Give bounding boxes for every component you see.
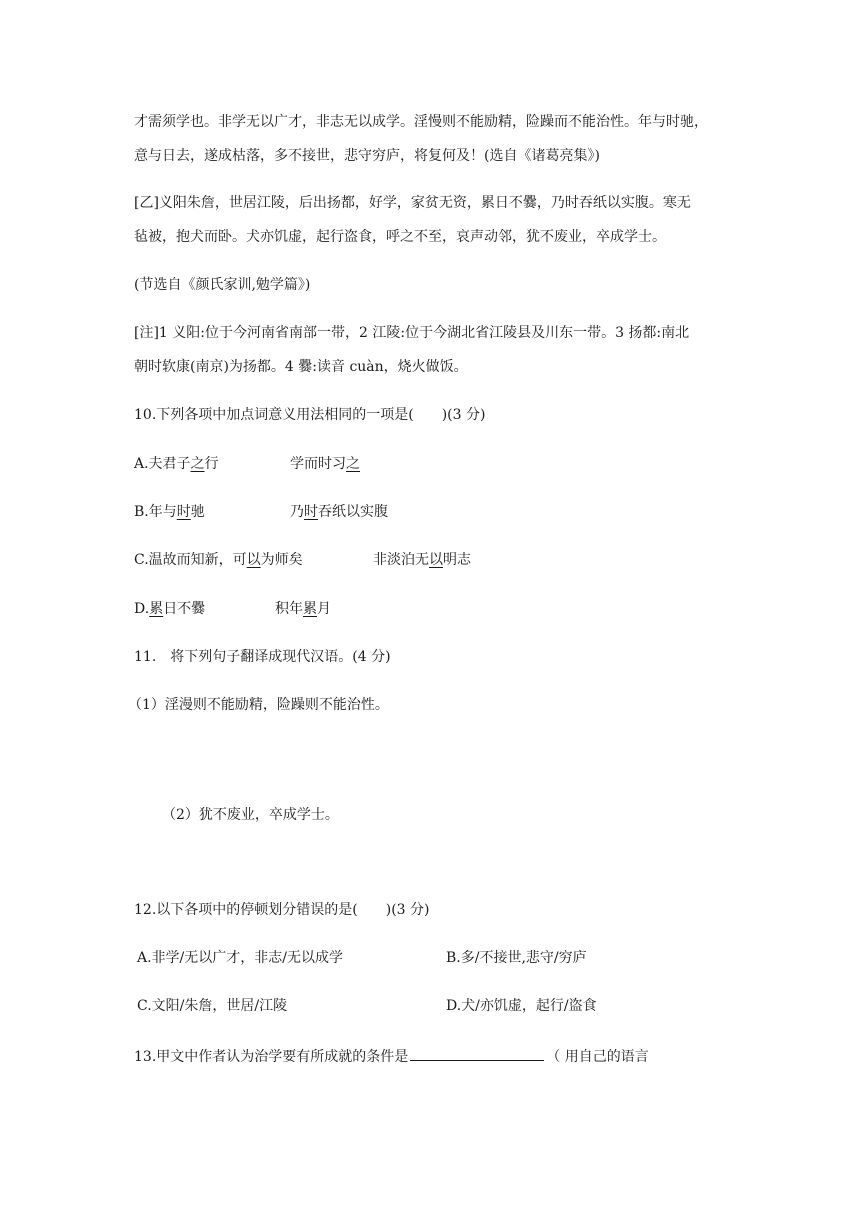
passage-b-line-1: [乙]义阳朱詹，世居江陵，后出扬都，好学，家贫无资，累日不爨，乃时吞纸以实腹。寒无 [134, 195, 691, 211]
q11-sentence-2: （2）犹不废业，卒成学士。 [162, 807, 339, 823]
dotted-word: 时 [176, 504, 191, 520]
dotted-word: 累 [149, 601, 164, 617]
q10-option-c-right: 非淡泊无以明志 [373, 552, 471, 568]
passage-b-source: (节选自《颜氏家训,勉学篇》) [134, 277, 311, 293]
notes-line-2: 朝时软康(南京)为扬都。4 爨:读音 cuàn，烧火做饭。 [134, 359, 468, 375]
q12-stem: 12.以下各项中的停顿划分错误的是( )(3 分) [134, 902, 430, 918]
q10-option-a: A.夫君子之行 [134, 456, 219, 472]
q13-stem: 13.甲文中作者认为治学要有所成就的条件是 （ 用自己的语言 [134, 1046, 649, 1066]
q10-stem: 10.下列各项中加点词意义用法相同的一项是( )(3 分) [134, 407, 486, 423]
dotted-word: 以 [246, 552, 261, 568]
dotted-word: 时 [304, 504, 318, 520]
q10-option-d: D.累日不爨 [134, 601, 206, 617]
q12-option-a: A.非学/无以广才，非志/无以成学 [137, 950, 343, 966]
q11-sentence-1: （1）淫漫则不能励精，险躁则不能治性。 [128, 697, 389, 713]
passage-b-line-2: 毡被，抱犬而卧。犬亦饥虚，起行盗食，呼之不至，哀声动邻，犹不废业，卒成学士。 [134, 229, 666, 245]
notes-line-1: [注]1 义阳:位于今河南省南部一带，2 江陵:位于今湖北省江陵县及川东一带。3 扬都:南北 [134, 325, 690, 341]
dotted-word: 之 [346, 456, 360, 472]
q12-option-b: B.多/不接世,悲守/穷庐 [446, 950, 587, 966]
passage-a-line-1: 才需须学也。非学无以广才，非志无以成学。淫慢则不能励精，险躁而不能治性。年与时驰， [134, 114, 708, 130]
answer-blank[interactable] [410, 1046, 544, 1061]
dotted-word: 之 [190, 456, 205, 472]
q10-option-c: C.温故而知新，可以为师矣 [134, 552, 303, 568]
q10-option-b-right: 乃时吞纸以实腹 [290, 504, 388, 520]
q12-option-c: C.文阳/朱詹，世居/江陵 [137, 998, 288, 1014]
q10-option-a-right: 学而时习之 [290, 456, 360, 472]
q12-option-d: D.犬/亦饥虚，起行/盗食 [446, 998, 597, 1014]
dotted-word: 以 [429, 552, 443, 568]
dotted-word: 累 [303, 601, 317, 617]
q10-option-b: B.年与时驰 [134, 504, 205, 520]
q10-option-d-right: 积年累月 [275, 601, 331, 617]
q11-stem: 11. 将下列句子翻译成现代汉语。(4 分) [134, 649, 391, 665]
passage-a-line-2: 意与日去，遂成枯落，多不接世，悲守穷庐，将复何及！(选自《诸葛亮集》) [134, 148, 600, 164]
